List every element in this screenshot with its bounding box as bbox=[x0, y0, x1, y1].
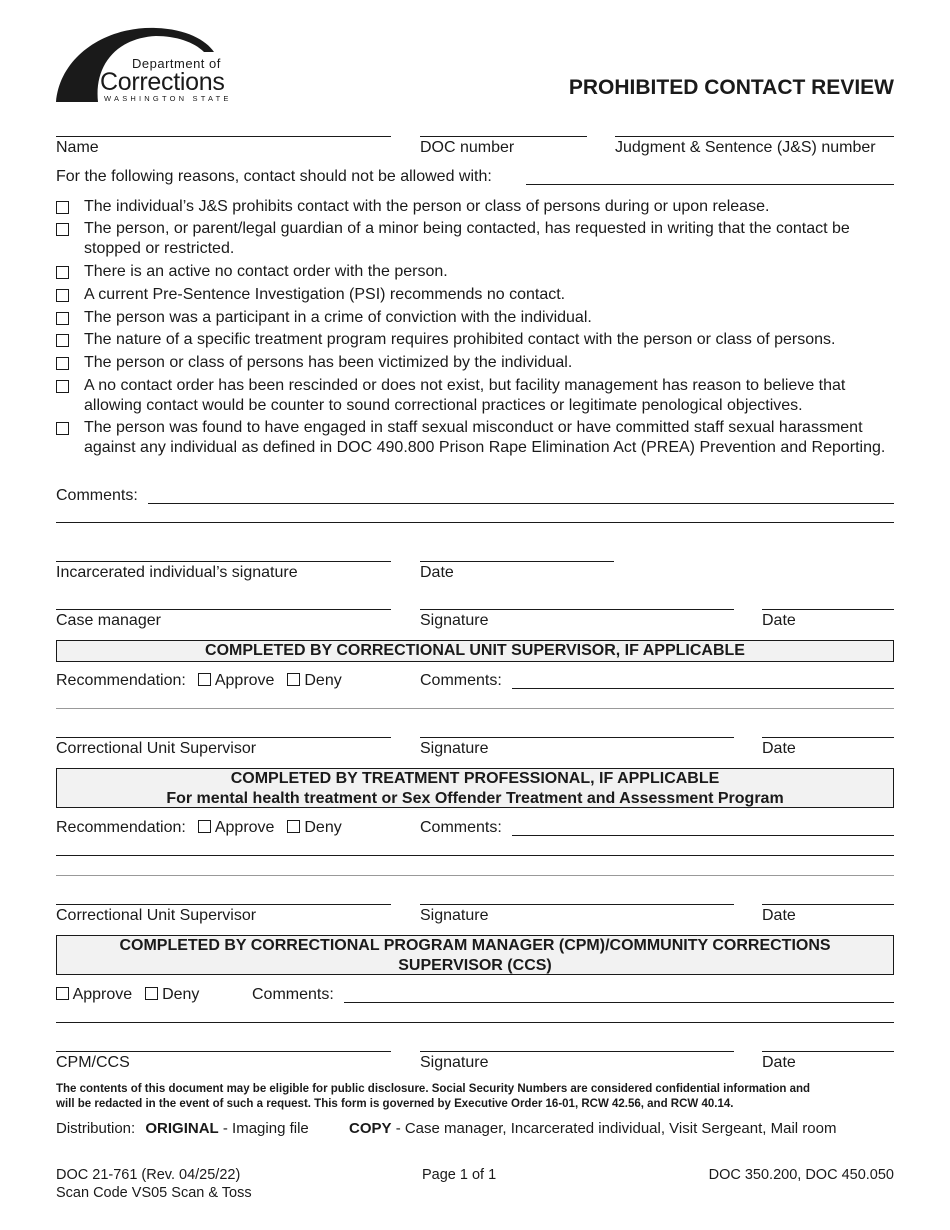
agency-logo bbox=[56, 26, 246, 104]
cpm-banner-line1: COMPLETED BY CORRECTIONAL PROGRAM MANAGER (CPM)/COMMUNITY CORRECTIONS bbox=[119, 937, 831, 954]
treatment-deny-checkbox[interactable] bbox=[287, 820, 300, 833]
cus-approve-checkbox[interactable] bbox=[198, 673, 211, 686]
cus-recommendation bbox=[56, 672, 342, 690]
reason-text: The person, or parent/legal guardian of a minor being contacted, has requested in writing that the contact be stopped or restricted. bbox=[84, 220, 850, 257]
cpm-comments-field[interactable] bbox=[344, 1002, 894, 1003]
logo-line2: Corrections bbox=[100, 68, 225, 96]
reason-text: The individual’s J&S prohibits contact with the person or class of persons during or upon release. bbox=[84, 198, 770, 215]
case-manager-signature-field[interactable] bbox=[420, 609, 734, 610]
cpm-signature-label: Signature bbox=[420, 1054, 489, 1071]
treatment-comments-label: Comments: bbox=[420, 819, 502, 836]
distribution-line bbox=[56, 1120, 309, 1137]
treatment-approve-checkbox[interactable] bbox=[198, 820, 211, 833]
treatment-name-field[interactable] bbox=[56, 904, 391, 905]
treatment-comments-field-line3[interactable] bbox=[56, 875, 894, 876]
cus-recommendation-label: Recommendation: bbox=[56, 672, 186, 689]
policy-references: DOC 350.200, DOC 450.050 bbox=[708, 1167, 894, 1183]
case-manager-signature-label: Signature bbox=[420, 612, 489, 629]
cus-date-label: Date bbox=[762, 740, 796, 757]
treatment-signature-field[interactable] bbox=[420, 904, 734, 905]
cpm-comments-field-line2[interactable] bbox=[56, 1022, 894, 1023]
reason-item bbox=[56, 418, 896, 458]
js-number-field[interactable] bbox=[615, 136, 894, 137]
cus-deny-label: Deny bbox=[304, 672, 342, 689]
contact-person-field[interactable] bbox=[526, 184, 894, 185]
reason-text: A current Pre-Sentence Investigation (PSI) recommends no contact. bbox=[84, 286, 566, 303]
original-label: ORIGINAL bbox=[145, 1120, 219, 1137]
reason-text: A no contact order has been rescinded or does not exist, but facility management has reason to believe that allowing contact would be counter to sound correctional practices or legitimate penological objectives. bbox=[84, 377, 846, 414]
disclosure-line2: will be redacted in the event of such a request. This form is governed by Executive Order 16-01, RCW 42.56, and RCW 40.14. bbox=[56, 1097, 734, 1110]
disclosure-notice bbox=[56, 1082, 810, 1111]
treatment-comments-field[interactable] bbox=[512, 835, 894, 836]
page-number: Page 1 of 1 bbox=[422, 1167, 497, 1183]
case-manager-date-field[interactable] bbox=[762, 609, 894, 610]
copy-label: COPY bbox=[349, 1120, 392, 1137]
reason-item bbox=[56, 330, 896, 350]
case-manager-field[interactable] bbox=[56, 609, 391, 610]
treatment-signature-label: Signature bbox=[420, 907, 489, 924]
reason-item bbox=[56, 219, 896, 259]
case-manager-date-label: Date bbox=[762, 612, 796, 629]
cus-comments-field[interactable] bbox=[512, 688, 894, 689]
treatment-recommendation bbox=[56, 819, 342, 837]
cpm-banner-line2: SUPERVISOR (CCS) bbox=[398, 957, 552, 974]
cus-name-field[interactable] bbox=[56, 737, 391, 738]
reason-item bbox=[56, 197, 896, 217]
cpm-decision bbox=[56, 986, 199, 1004]
reason-checkbox[interactable] bbox=[56, 266, 69, 279]
original-text: - Imaging file bbox=[222, 1120, 309, 1137]
copy-text: - Case manager, Incarcerated individual, Visit Sergeant, Mail room bbox=[395, 1120, 837, 1137]
reason-checkbox[interactable] bbox=[56, 223, 69, 236]
cus-comments-field-line2[interactable] bbox=[56, 708, 894, 709]
reason-checkbox[interactable] bbox=[56, 289, 69, 302]
page-title: PROHIBITED CONTACT REVIEW bbox=[568, 76, 894, 99]
reason-item bbox=[56, 285, 896, 305]
name-label: Name bbox=[56, 139, 99, 156]
reason-text: There is an active no contact order with the person. bbox=[84, 263, 448, 280]
individual-signature-label: Incarcerated individual’s signature bbox=[56, 564, 298, 581]
individual-signature-field[interactable] bbox=[56, 561, 391, 562]
reason-checkbox[interactable] bbox=[56, 357, 69, 370]
reason-text: The nature of a specific treatment program requires prohibited contact with the person or class of persons. bbox=[84, 331, 836, 348]
reason-item bbox=[56, 353, 896, 373]
cpm-signature-field[interactable] bbox=[420, 1051, 734, 1052]
individual-date-field[interactable] bbox=[420, 561, 614, 562]
reason-checkbox[interactable] bbox=[56, 422, 69, 435]
cus-deny-checkbox[interactable] bbox=[287, 673, 300, 686]
cus-section-banner: COMPLETED BY CORRECTIONAL UNIT SUPERVISOR, IF APPLICABLE bbox=[56, 640, 894, 662]
cpm-signer-label: CPM/CCS bbox=[56, 1054, 130, 1071]
cpm-deny-checkbox[interactable] bbox=[145, 987, 158, 1000]
cpm-approve-checkbox[interactable] bbox=[56, 987, 69, 1000]
comments-label: Comments: bbox=[56, 487, 138, 504]
cpm-deny-label: Deny bbox=[162, 986, 200, 1003]
cus-signature-field[interactable] bbox=[420, 737, 734, 738]
reason-text: The person was a participant in a crime of conviction with the individual. bbox=[84, 309, 592, 326]
name-field[interactable] bbox=[56, 136, 391, 137]
treatment-deny-label: Deny bbox=[304, 819, 342, 836]
cpm-section-banner bbox=[56, 935, 894, 975]
cpm-name-field[interactable] bbox=[56, 1051, 391, 1052]
treatment-section-banner bbox=[56, 768, 894, 808]
treatment-date-field[interactable] bbox=[762, 904, 894, 905]
cus-signature-label: Signature bbox=[420, 740, 489, 757]
reason-checkbox[interactable] bbox=[56, 380, 69, 393]
individual-date-label: Date bbox=[420, 564, 454, 581]
comments-field-line2[interactable] bbox=[56, 522, 894, 523]
treatment-banner-line2: For mental health treatment or Sex Offender Treatment and Assessment Program bbox=[166, 790, 784, 807]
distribution-label: Distribution: bbox=[56, 1120, 136, 1137]
form-number: DOC 21-761 (Rev. 04/25/22) bbox=[56, 1167, 241, 1183]
reason-item bbox=[56, 262, 896, 282]
copy-line bbox=[349, 1120, 836, 1137]
reason-checkbox[interactable] bbox=[56, 201, 69, 214]
reason-item bbox=[56, 308, 896, 328]
cus-approve-label: Approve bbox=[214, 672, 275, 689]
reasons-intro: For the following reasons, contact should not be allowed with: bbox=[56, 168, 492, 185]
doc-number-label: DOC number bbox=[420, 139, 515, 156]
reason-checkbox[interactable] bbox=[56, 312, 69, 325]
cpm-date-field[interactable] bbox=[762, 1051, 894, 1052]
treatment-signer-label: Correctional Unit Supervisor bbox=[56, 907, 257, 924]
treatment-recommendation-label: Recommendation: bbox=[56, 819, 186, 836]
scan-code: Scan Code VS05 Scan & Toss bbox=[56, 1185, 252, 1201]
case-manager-label: Case manager bbox=[56, 612, 161, 629]
disclosure-line1: The contents of this document may be eligible for public disclosure. Social Security Numbers are considered confidential information and bbox=[56, 1083, 811, 1095]
treatment-approve-label: Approve bbox=[214, 819, 275, 836]
reason-text: The person or class of persons has been victimized by the individual. bbox=[84, 354, 573, 371]
js-number-label: Judgment & Sentence (J&S) number bbox=[615, 139, 876, 156]
reason-item bbox=[56, 376, 896, 416]
treatment-date-label: Date bbox=[762, 907, 796, 924]
doc-number-field[interactable] bbox=[420, 136, 587, 137]
cus-signer-label: Correctional Unit Supervisor bbox=[56, 740, 257, 757]
logo-line3: WASHINGTON STATE bbox=[104, 94, 232, 103]
treatment-banner-line1: COMPLETED BY TREATMENT PROFESSIONAL, IF APPLICABLE bbox=[230, 770, 720, 787]
treatment-comments-field-line2[interactable] bbox=[56, 855, 894, 856]
cus-comments-label: Comments: bbox=[420, 672, 502, 689]
cpm-date-label: Date bbox=[762, 1054, 796, 1071]
cpm-comments-label: Comments: bbox=[252, 986, 334, 1003]
logo-line1: Department of bbox=[132, 56, 221, 71]
reason-text: The person was found to have engaged in staff sexual misconduct or have committed staff sexual harassment against any individual as defined in DOC 490.800 Prison Rape Elimination Act (PREA) Prevention and Reporting. bbox=[84, 419, 886, 456]
reason-checkbox[interactable] bbox=[56, 334, 69, 347]
cpm-approve-label: Approve bbox=[72, 986, 133, 1003]
comments-field[interactable] bbox=[148, 503, 894, 504]
cus-date-field[interactable] bbox=[762, 737, 894, 738]
